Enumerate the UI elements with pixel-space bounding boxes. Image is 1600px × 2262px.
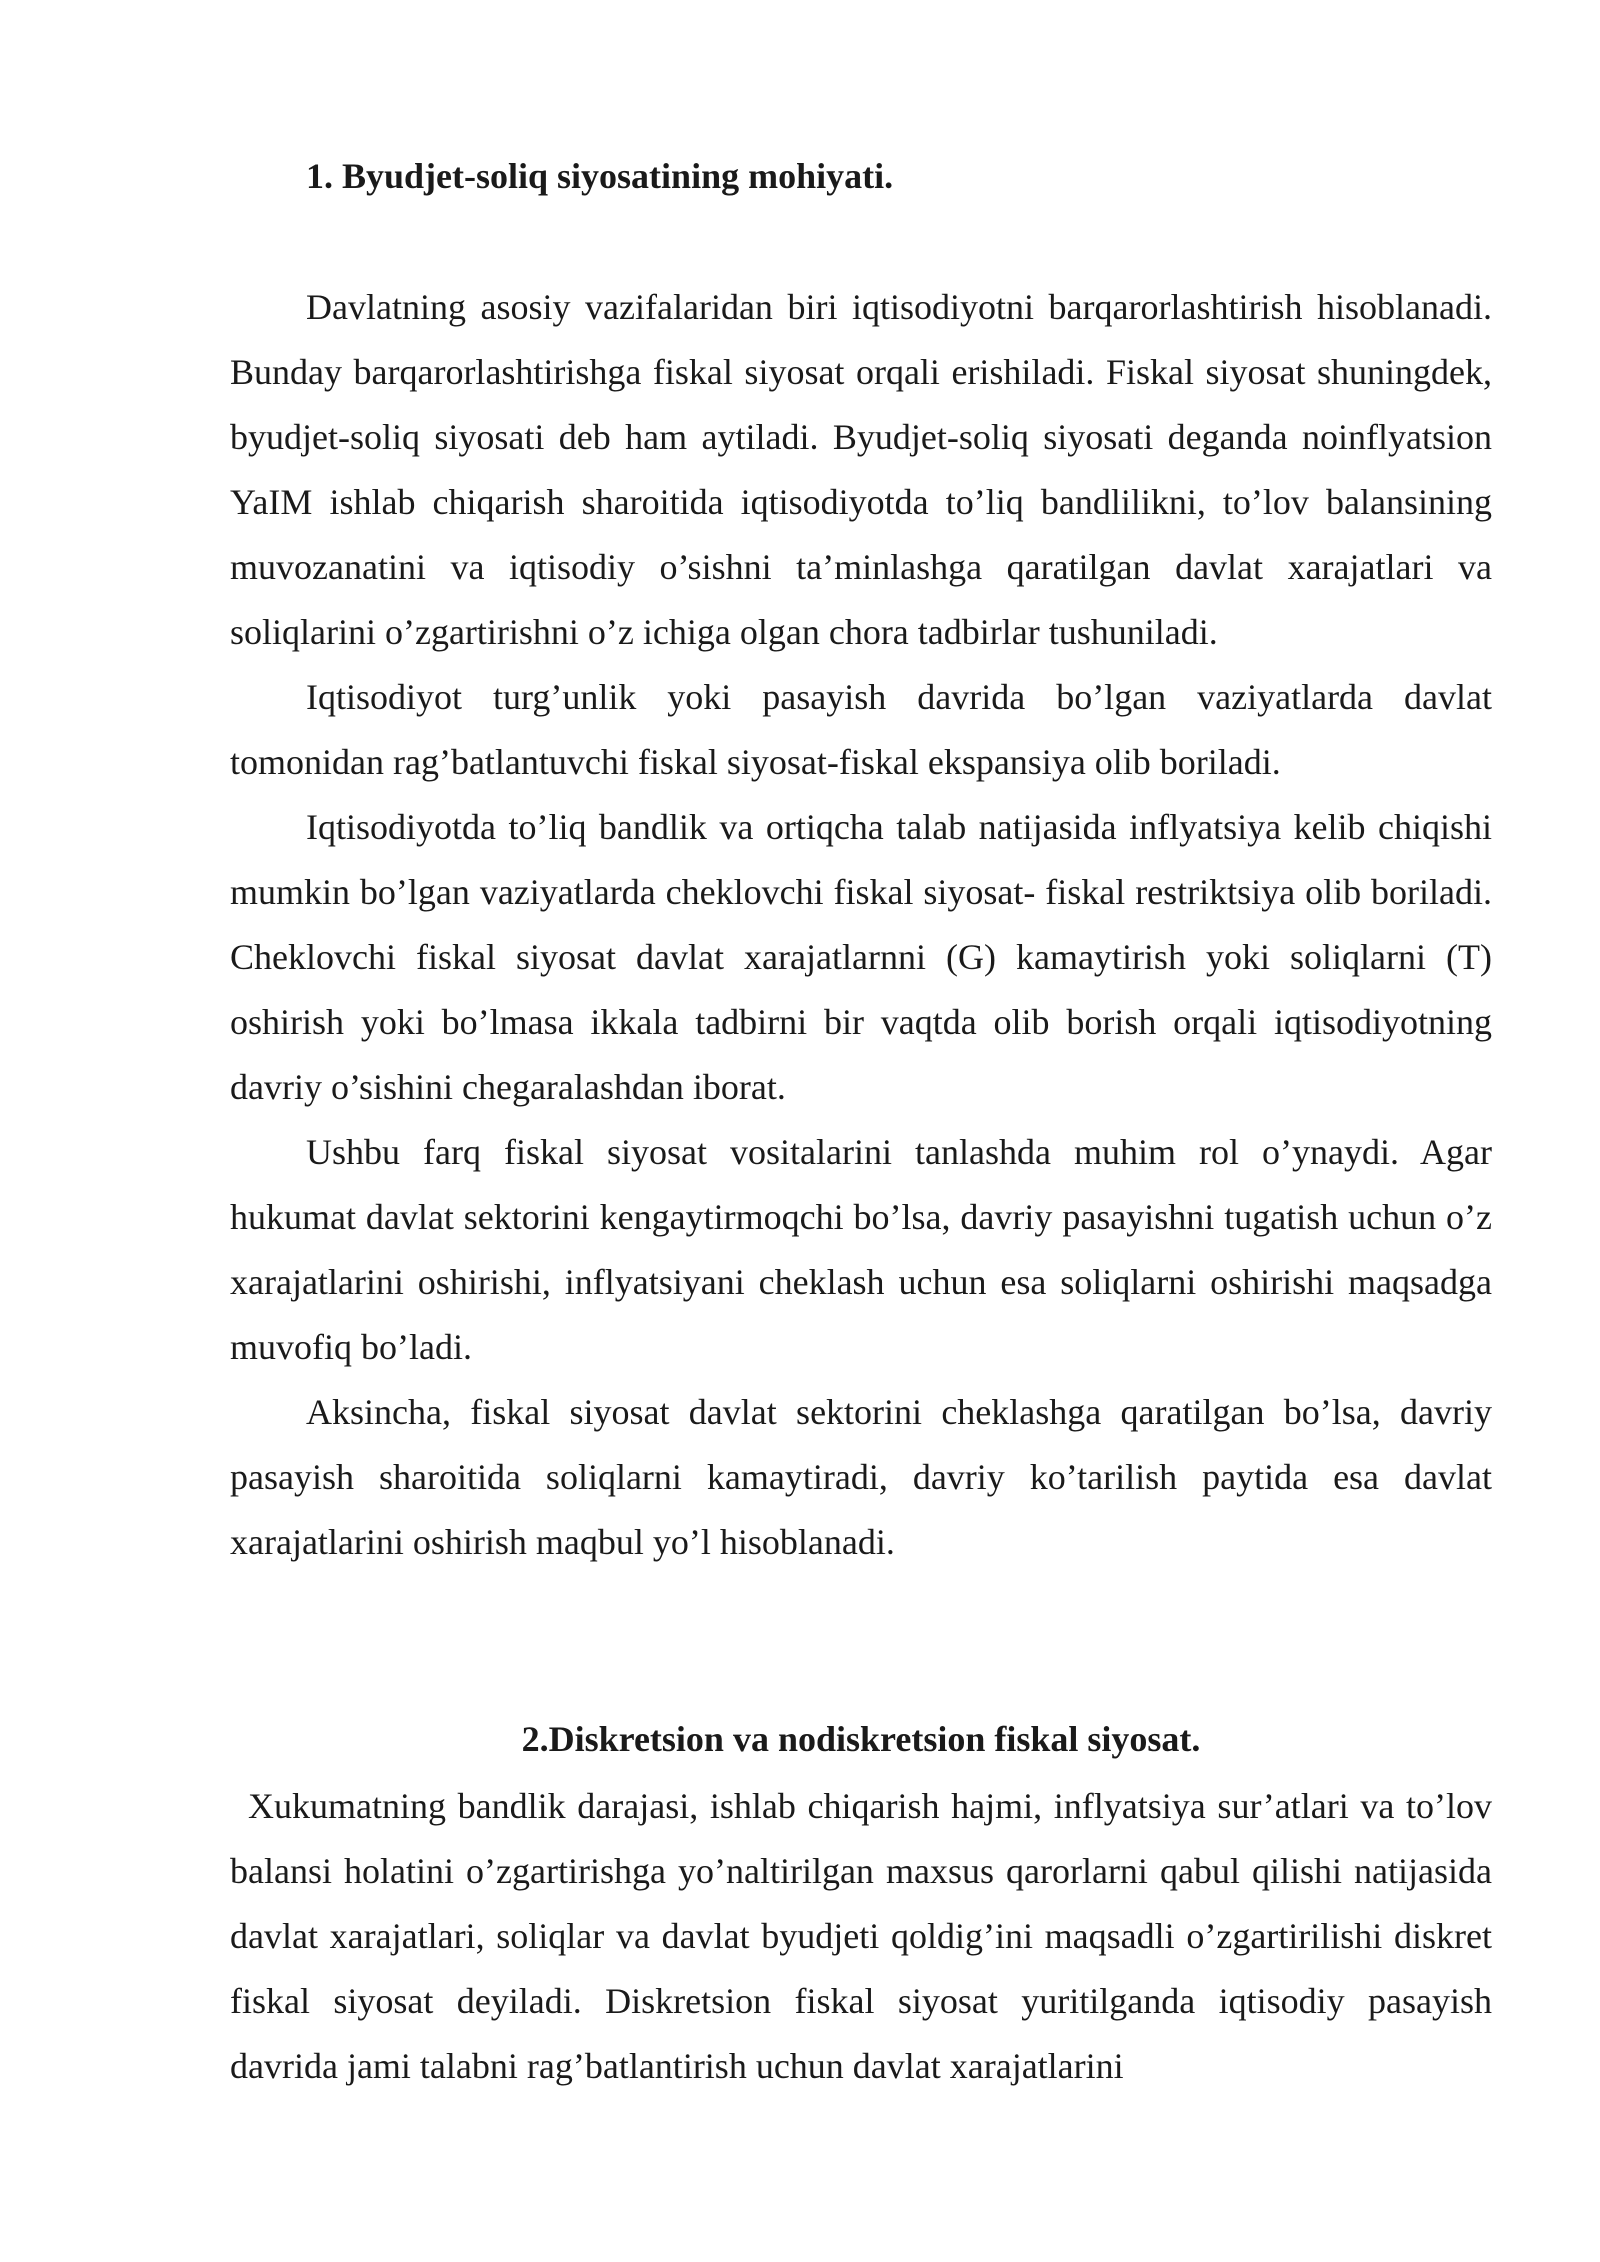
paragraph: Ushbu farq fiskal siyosat vositalarini tanlashda muhim rol o’ynaydi. Agar hukumat davlat sektorini kengaytirmoqchi bo’lsa, davriy pasayishni tugatish uchun o’z xarajatlarini oshirishi, inflyatsiyani cheklash uchun esa soliqlarni oshirishi maqsadga muvofiq bo’ladi.	[230, 1132, 1492, 1367]
section-1-body	[230, 275, 1492, 1575]
paragraph: Davlatning asosiy vazifalaridan biri iqtisodiyotni barqarorlashtirish hisoblanadi. Bunday barqarorlashtirishga fiskal siyosat orqali erishiladi. Fiskal siyosat shuningdek, byudjet-soliq siyosati deb ham aytiladi. Byudjet-soliq siyosati deganda noinflyatsion YaIM ishlab chiqarish sharoitida iqtisodiyotda to’liq bandlilikni, to’lov balansining muvozanatini va iqtisodiy o’sishni ta’minlashga qaratilgan davlat xarajatlari va soliqlarini o’zgartirishni o’z ichiga olgan chora tadbirlar tushuniladi.	[230, 287, 1492, 652]
paragraph: Xukumatning bandlik darajasi, ishlab chiqarish hajmi, inflyatsiya sur’atlari va to’lov balansi holatini o’zgartirishga yo’naltirilgan maxsus qarorlarni qabul qilishi natijasida davlat xarajatlari, soliqlar va davlat byudjeti qoldig’ini maqsadli o’zgartirilishi diskret fiskal siyosat deyiladi. Diskretsion fiskal siyosat yuritilganda iqtisodiy pasayish davrida jami talabni rag’batlantirish uchun davlat xarajatlarini	[230, 1786, 1492, 2086]
paragraph: Iqtisodiyot turg’unlik yoki pasayish davrida bo’lgan vaziyatlarda davlat tomonidan rag’batlantuvchi fiskal siyosat-fiskal ekspansiya olib boriladi.	[230, 677, 1492, 782]
section-1-heading: 1. Byudjet-soliq siyosatining mohiyati.	[306, 156, 894, 196]
paragraph: Iqtisodiyotda to’liq bandlik va ortiqcha talab natijasida inflyatsiya kelib chiqishi mumkin bo’lgan vaziyatlarda cheklovchi fiskal siyosat- fiskal restriktsiya olib boriladi. Cheklovchi fiskal siyosat davlat xarajatlarnni (G) kamaytirish yoki soliqlarni (T) oshirish yoki bo’lmasa ikkala tadbirni bir vaqtda olib borish orqali iqtisodiyotning davriy o’sishini chegaralashdan iborat.	[230, 807, 1492, 1107]
section-2-heading: 2.Diskretsion va nodiskretsion fiskal siyosat.	[521, 1719, 1201, 1759]
paragraph: Aksincha, fiskal siyosat davlat sektorini cheklashga qaratilgan bo’lsa, davriy pasayish sharoitida soliqlarni kamaytiradi, davriy ko’tarilish paytida esa davlat xarajatlarini oshirish maqbul yo’l hisoblanadi.	[230, 1392, 1492, 1562]
section-2-body	[230, 1774, 1492, 2099]
